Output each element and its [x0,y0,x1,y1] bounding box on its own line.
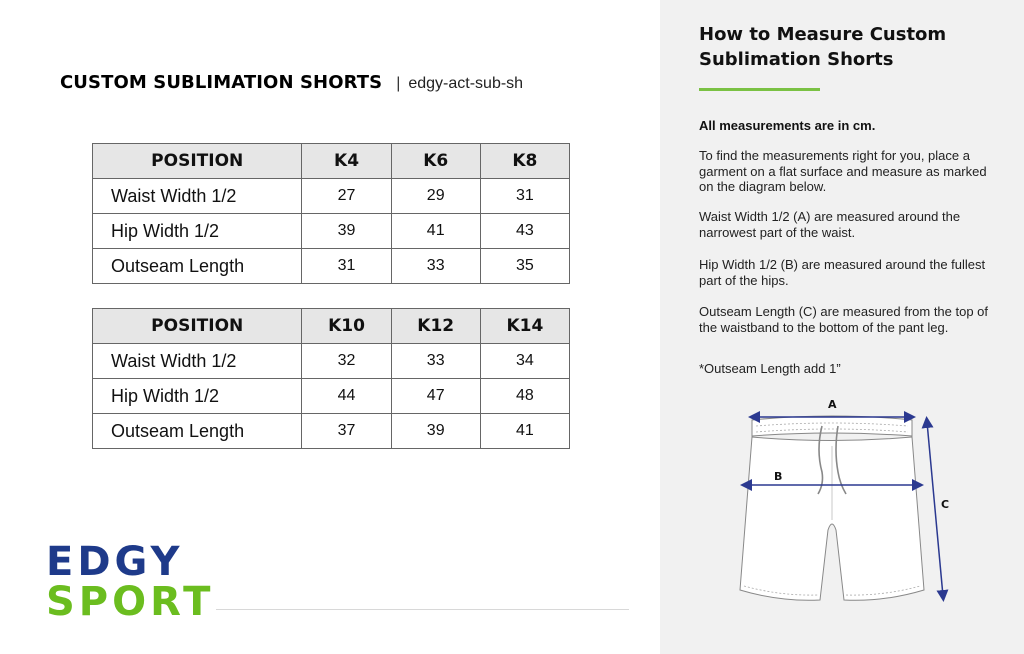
row-label: Outseam Length [93,414,302,449]
size-table-k10-k14 [92,308,570,449]
chart-header [60,72,523,93]
svg-text:C: C [941,498,950,511]
cell-value: 47 [391,379,480,414]
column-header: K14 [480,309,569,344]
table-row [93,379,570,414]
column-header: K4 [302,144,391,179]
table-row [93,344,570,379]
svg-text:B: B [774,470,783,483]
footer-divider [216,609,629,610]
cell-value: 43 [480,214,569,249]
row-label: Waist Width 1/2 [93,344,302,379]
column-header: K10 [302,309,391,344]
svg-text:A: A [828,398,837,411]
outseam-footnote: *Outseam Length add 1” [699,361,841,376]
logo-sport-text: SPORT [46,579,215,625]
column-header: POSITION [93,144,302,179]
shorts-diagram-icon [720,390,1020,620]
measure-guide-panel [660,0,1024,654]
cell-value: 44 [302,379,391,414]
product-title: CUSTOM SUBLIMATION SHORTS [60,72,383,93]
table-row [93,214,570,249]
row-label: Outseam Length [93,249,302,284]
product-sku: edgy-act-sub-sh [408,75,524,92]
guide-title: How to Measure Custom Sublimation Shorts [699,24,947,70]
cell-value: 32 [302,344,391,379]
cell-value: 41 [391,214,480,249]
column-header: K12 [391,309,480,344]
accent-divider [699,88,820,91]
cell-value: 33 [391,344,480,379]
outseam-description: Outseam Length (C) are measured from the top of the waistband to the bottom of the pant leg. [699,304,989,335]
cell-value: 33 [391,249,480,284]
logo-edgy-text: EDGY [46,539,184,585]
cell-value: 48 [480,379,569,414]
cell-value: 39 [391,414,480,449]
edgy-sport-logo [46,539,215,625]
cell-value: 29 [391,179,480,214]
cell-value: 34 [480,344,569,379]
column-header: K8 [480,144,569,179]
column-header: POSITION [93,309,302,344]
row-label: Waist Width 1/2 [93,179,302,214]
units-note: All measurements are in cm. [699,118,876,133]
cell-value: 35 [480,249,569,284]
hip-description: Hip Width 1/2 (B) are measured around the fullest part of the hips. [699,257,986,288]
cell-value: 39 [302,214,391,249]
waist-description: Waist Width 1/2 (A) are measured around the narrowest part of the waist. [699,209,961,240]
table-header-row [93,144,570,179]
row-label: Hip Width 1/2 [93,214,302,249]
row-label: Hip Width 1/2 [93,379,302,414]
cell-value: 31 [302,249,391,284]
cell-value: 41 [480,414,569,449]
title-separator: | [396,75,401,92]
table-header-row [93,309,570,344]
cell-value: 31 [480,179,569,214]
table-row [93,414,570,449]
table-row [93,249,570,284]
column-header: K6 [391,144,480,179]
table-row [93,179,570,214]
size-table-k4-k8 [92,143,570,284]
cell-value: 37 [302,414,391,449]
cell-value: 27 [302,179,391,214]
instructions-paragraph: To find the measurements right for you, place a garment on a flat surface and measure as marked on the diagram below. [699,148,987,194]
